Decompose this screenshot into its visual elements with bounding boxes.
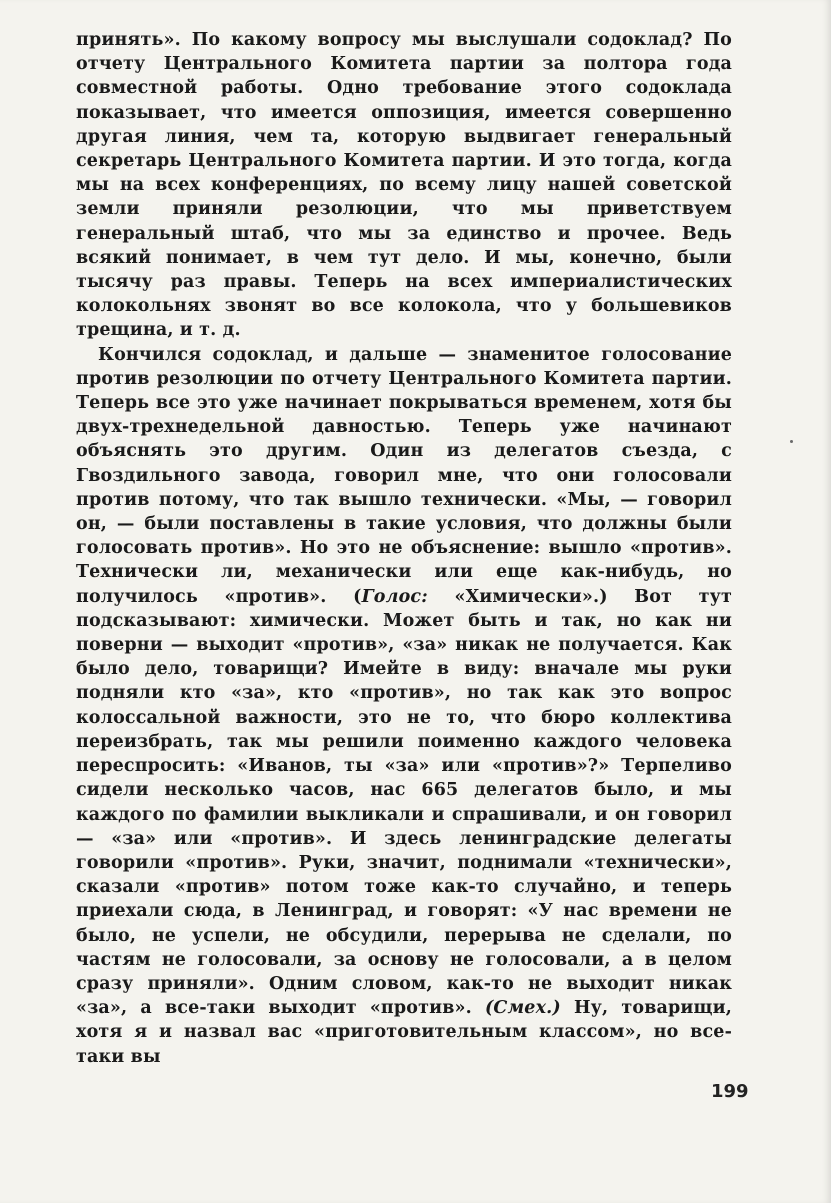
paragraph-1 [76, 28, 732, 343]
body-text [76, 28, 732, 1069]
paper-speck [790, 440, 793, 443]
page-number: 199 [711, 1081, 749, 1102]
text-segment: принять». По какому вопросу мы выслушали содоклад? По отчету Центрального Комитета партии за полтора года совместной работы. Одно требование этого содоклада показывает, что имеется оппозиция, имеется совершенно другая линия, чем та, которую выдвигает генеральный секретарь Центрального Комитета партии. И это тогда, когда мы на всех конференциях, по всему лицу нашей советской земли приняли резолюции, что мы приветствуем генеральный штаб, что мы за единство и прочее. Ведь всякий понимает, в чем тут дело. И мы, конечно, были тысячу раз правы. Теперь на всех империалистических колокольнях звонят во все колокола, что у большевиков трещина, и т. д. [76, 30, 732, 341]
paragraph-2 [76, 343, 732, 1069]
text-segment: «Химически».) Вот тут подсказывают: химически. Может быть и так, но как ни поверни — выходит «против», «за» никак не получается. Как было дело, товарищи? Имейте в виду: вначале мы руки подняли кто «за», кто «против», но так как это вопрос колоссальной важности, это не то, что бюро коллектива переизбрать, так мы решили поименно каждого человека переспросить: «Иванов, ты «за» или «против»?» Терпеливо сидели несколько часов, нас 665 делегатов было, и мы каждого по фамилии выкликали и спрашивали, и он говорил — «за» или «против». И здесь ленинградские делегаты говорили «против». Руки, значит, поднимали «технически», сказали «против» потом тоже как-то случайно, и теперь приехали сюда, в Ленинград, и говорят: «У нас времени не было, не успели, не обсудили, перерыва не сделали, по частям не голосовали, за основу не голосовали, а в целом сразу приняли». Одним словом, как-то не выходит никак «за», а все-таки выходит «против». [76, 586, 732, 1019]
text-segment: Кончился содоклад, и дальше — знаменитое голосование против резолюции по отчету Центрального Комитета партии. Теперь все это уже начинает покрываться временем, хотя бы двух-трехнедельной давностью. Теперь уже начинают объяснять это другим. Один из делегатов съезда, с Гвоздильного завода, говорил мне, что они голосовали против потому, что так вышло технически. «Мы, — говорил он, — были поставлены в такие условия, что должны были голосовать против». Но это не объяснение: вышло «против». Технически ли, механически или еще как-нибудь, но получилось «против». ( [76, 344, 732, 607]
text-segment: Ну, товарищи, хотя я и назвал вас «приготовительным классом», но все-таки вы [76, 998, 732, 1067]
text-segment-italic: (Смех.) [485, 998, 561, 1019]
text-segment-italic: Голос: [361, 586, 428, 607]
